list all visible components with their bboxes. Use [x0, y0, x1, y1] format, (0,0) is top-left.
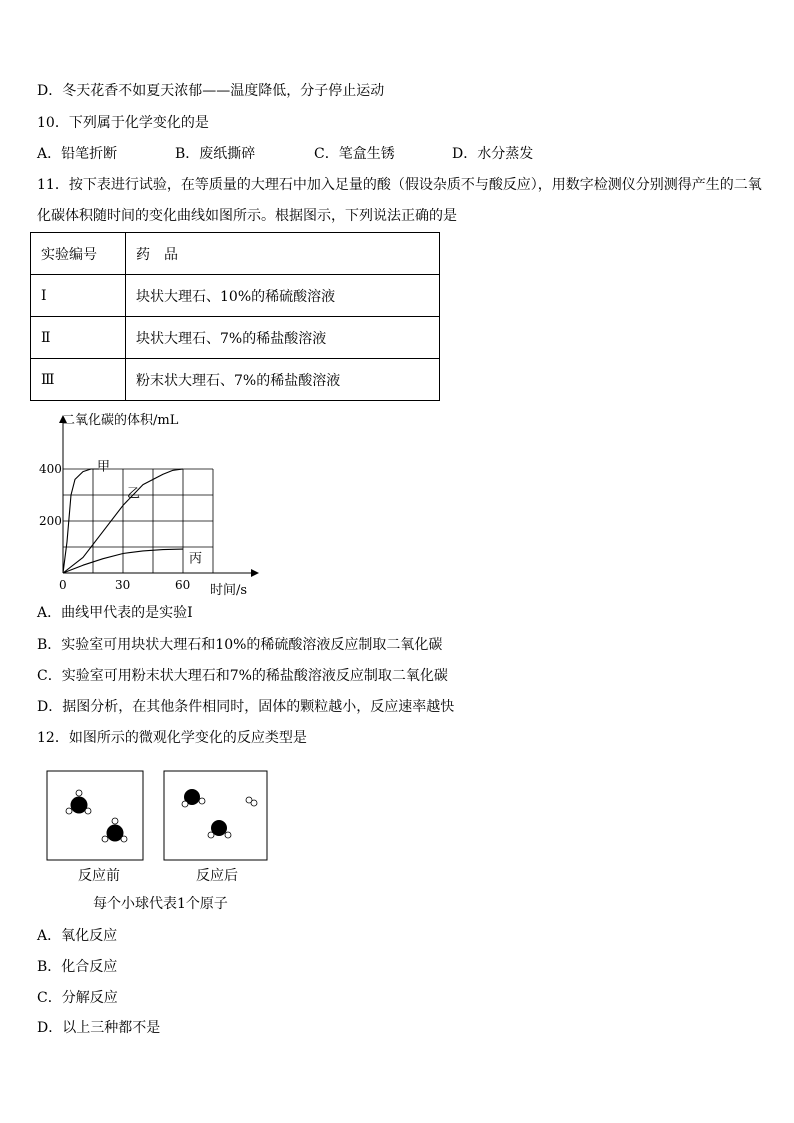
q11-option-c: C．实验室可用粉末状大理石和7%的稀盐酸溶液反应制取二氧化碳	[37, 668, 448, 684]
q10-option-b: B．废纸撕碎	[175, 146, 256, 162]
molecule-icon	[208, 820, 231, 838]
after-reaction-label: 反应后	[196, 868, 238, 884]
molecule-icon	[102, 818, 127, 842]
chart-series	[63, 459, 202, 573]
row-1-number: Ⅰ	[31, 275, 126, 317]
row-1-reagents: 块状大理石、10%的稀硫酸溶液	[126, 275, 440, 317]
chart-y-axis-label: 二氧化碳的体积/mL	[62, 413, 179, 428]
q11-option-b: B．实验室可用块状大理石和10%的稀硫酸溶液反应制取二氧化碳	[37, 637, 443, 653]
q12-option-d: D．以上三种都不是	[37, 1020, 161, 1036]
q10-option-c: C．笔盒生锈	[314, 146, 395, 162]
row-2-number: Ⅱ	[31, 317, 126, 359]
q9-option-d: D．冬天花香不如夏天浓郁——温度降低，分子停止运动	[37, 83, 385, 99]
q12-option-b: B．化合反应	[37, 959, 118, 975]
experiment-table	[30, 232, 440, 401]
x-tick-label: 60	[175, 578, 191, 592]
series-label-3: 丙	[189, 551, 203, 567]
molecule-icon	[246, 797, 257, 806]
q11-option-d: D．据图分析，在其他条件相同时，固体的颗粒越小，反应速率越快	[37, 699, 455, 715]
table-row	[31, 359, 440, 401]
before-reaction-diagram	[46, 770, 144, 862]
series-label-2: 乙	[127, 486, 141, 502]
before-reaction-label: 反应前	[78, 868, 120, 884]
q10-option-a: A．铅笔折断	[37, 146, 118, 162]
header-reagents: 药 品	[126, 233, 440, 275]
atom-note: 每个小球代表1个原子	[93, 896, 228, 912]
chart-x-axis-label: 时间/s	[210, 583, 248, 598]
q10-stem: 10．下列属于化学变化的是	[37, 115, 209, 131]
q11-option-a: A．曲线甲代表的是实验Ⅰ	[37, 605, 193, 621]
row-3-number: Ⅲ	[31, 359, 126, 401]
q12-option-c: C．分解反应	[37, 990, 118, 1006]
row-3-reagents: 粉末状大理石、7%的稀盐酸溶液	[126, 359, 440, 401]
series-label-1: 甲	[97, 459, 111, 475]
table-row	[31, 275, 440, 317]
co2-volume-chart	[30, 408, 270, 600]
q12-option-a: A．氧化反应	[37, 928, 118, 944]
q12-stem: 12．如图所示的微观化学变化的反应类型是	[37, 730, 307, 746]
y-tick-label: 200	[39, 514, 62, 528]
molecule-icon	[182, 789, 205, 807]
table-row	[31, 317, 440, 359]
row-2-reagents: 块状大理石、7%的稀盐酸溶液	[126, 317, 440, 359]
x-tick-label: 30	[115, 578, 131, 592]
header-experiment-number: 实验编号	[31, 233, 126, 275]
after-reaction-diagram	[163, 770, 269, 862]
molecule-icon	[66, 790, 91, 814]
q10-options	[37, 145, 737, 163]
q10-option-d: D．水分蒸发	[452, 146, 534, 162]
x-tick-label: 0	[59, 578, 67, 592]
y-tick-label: 400	[39, 462, 62, 476]
q11-stem-line1: 11．按下表进行试验，在等质量的大理石中加入足量的酸（假设杂质不与酸反应），用数字检测仪分别测得产生的二氧	[37, 177, 762, 193]
table-header-row	[31, 233, 440, 275]
q11-stem-line2: 化碳体积随时间的变化曲线如图所示。根据图示，下列说法正确的是	[37, 208, 457, 224]
